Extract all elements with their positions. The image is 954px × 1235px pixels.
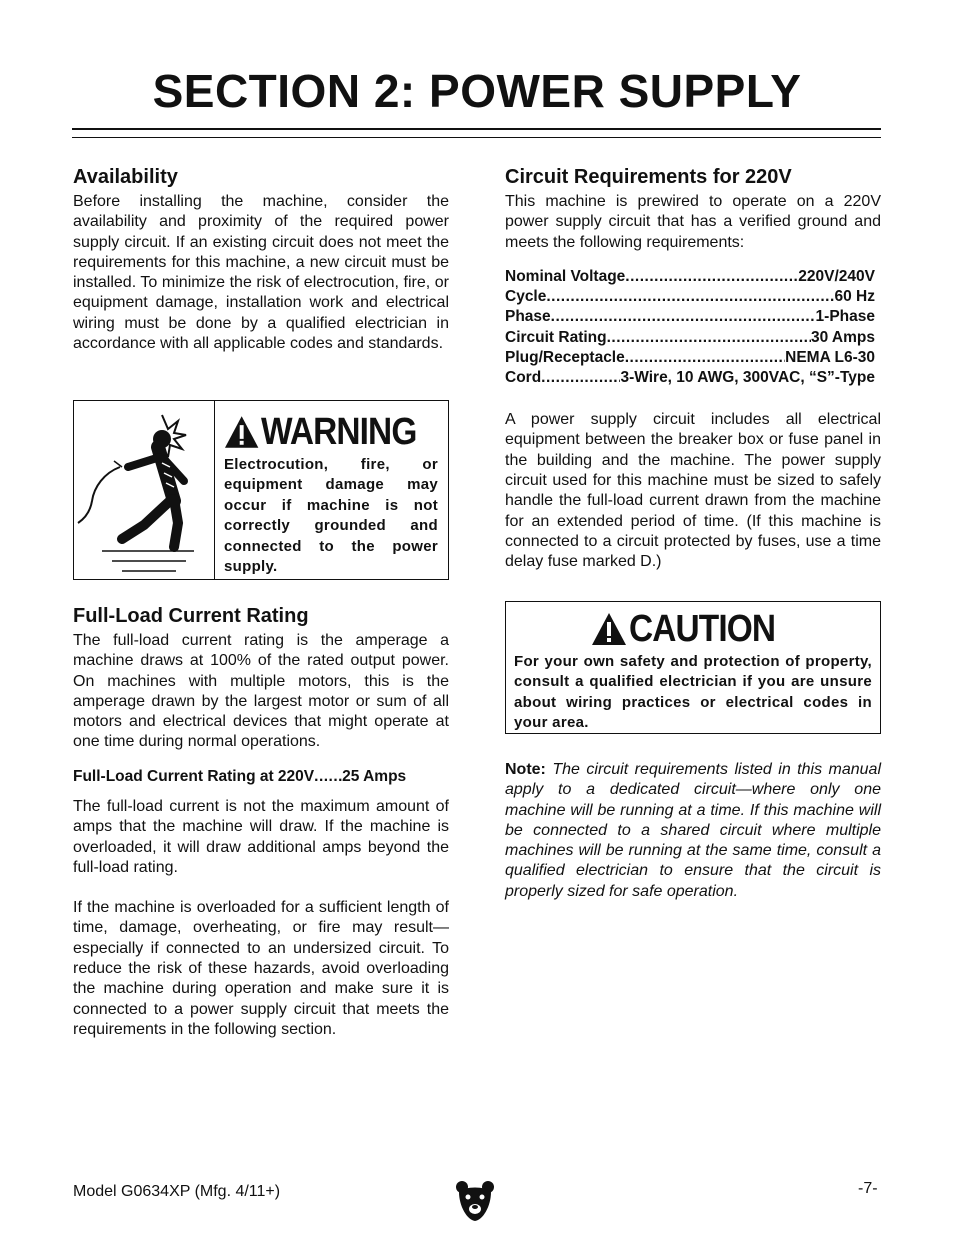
footer-model: Model G0634XP (Mfg. 4/11+) [73, 1183, 281, 1200]
title-rule-thin [72, 137, 881, 138]
full-load-body-2: The full-load current is not the maximum amount of amps that the machine will draw. If the machine is overloaded, it will draw additional amps beyond the full-load rating. [73, 797, 449, 876]
circuit-spec-list [505, 267, 875, 388]
spec-row: Plug/Receptacle ..... NEMA L6-30 [505, 348, 875, 368]
title-rule-thick [72, 128, 881, 130]
caution-label: CAUTION [628, 608, 776, 650]
spec-row: Phase ..... 1-Phase [505, 307, 875, 327]
caution-triangle-icon [591, 612, 627, 646]
availability-body: Before installing the machine, consider the availability and proximity of the required power supply circuit. If an existing circuit does not meet the requirements for this machine, a new circuit must be installed. To minimize the risk of electrocution, fire, or equipment damage, installation work and electrical wiring must be done by a qualified electrician in accordance with all applicable codes and standards. [73, 193, 449, 353]
bear-logo-icon [455, 1180, 495, 1222]
note-text: The circuit requirements listed in this manual apply to a dedicated circuit—where only one machine will be running at a time. If this machine will be connected to a shared circuit where multiple machines will be running at the same time, consult a qualified electrician to ensure that the circuit is properly sized for safe operation. [505, 761, 882, 900]
spec-row: Cycle ..... 60 Hz [505, 287, 875, 307]
spec-row: Circuit Rating ..... 30 Amps [505, 328, 875, 348]
full-load-rating [73, 767, 449, 787]
warning-label: WARNING [261, 411, 417, 453]
full-load-rating-label: Full-Load Current Rating at 220V [73, 767, 315, 785]
circuit-body-2: A power supply circuit includes all electrical equipment between the breaker box or fuse panel in the building and the machine. The power supply circuit used for this machine must be sized to safely handle the full-load current drawn from the machine for an extended period of time. (If this machine is connected to a circuit protected by fuses, use a time delay fuse marked D.) [505, 411, 881, 571]
right-column [505, 164, 881, 572]
warning-banner [224, 411, 438, 453]
availability-heading: Availability [73, 166, 178, 188]
page-number: -7- [858, 1180, 878, 1197]
warning-box [73, 400, 449, 580]
warning-text: Electrocution, fire, or equipment damage may occur if machine is not correctly grounded and connected to the power supply. [224, 456, 438, 576]
circuit-heading: Circuit Requirements for 220V [505, 166, 792, 188]
electrocution-icon [74, 401, 215, 579]
warning-triangle-icon [224, 415, 259, 449]
caution-banner [514, 608, 872, 650]
page-title: SECTION 2: POWER SUPPLY [152, 65, 802, 117]
caution-box [505, 601, 881, 734]
full-load-body-3: If the machine is overloaded for a sufficient length of time, damage, overheating, or fire may result—especially if connected to an undersized circuit. To reduce the risk of these hazards, avoid overloading the machine during operation and make sure it is connected to a power supply circuit that meets the requirements in the following section. [73, 899, 449, 1038]
left-column [73, 164, 449, 354]
full-load-heading: Full-Load Current Rating [73, 605, 309, 627]
circuit-intro: This machine is prewired to operate on a 220V power supply circuit that has a verified ground and meets the following requirements: [505, 193, 881, 251]
full-load-body-1: The full-load current rating is the amperage a machine draws at 100% of the rated output power. On machines with multiple motors, this is the amperage drawn by the largest motor or sum of all motors and electrical devices that might operate at one time during normal operations. [73, 632, 449, 751]
caution-text: For your own safety and protection of property, consult a qualified electrician if you are unsure about wiring practices or electrical codes in your area. [514, 653, 872, 732]
spec-row: Nominal Voltage ..... 220V/240V [505, 267, 875, 287]
full-load-section [73, 603, 449, 1040]
spec-row: Cord ..... 3-Wire, 10 AWG, 300VAC, “S”-Type [505, 368, 875, 388]
note-label: Note: [505, 761, 546, 778]
note-paragraph [505, 760, 881, 902]
full-load-rating-value: 25 Amps [342, 767, 407, 785]
